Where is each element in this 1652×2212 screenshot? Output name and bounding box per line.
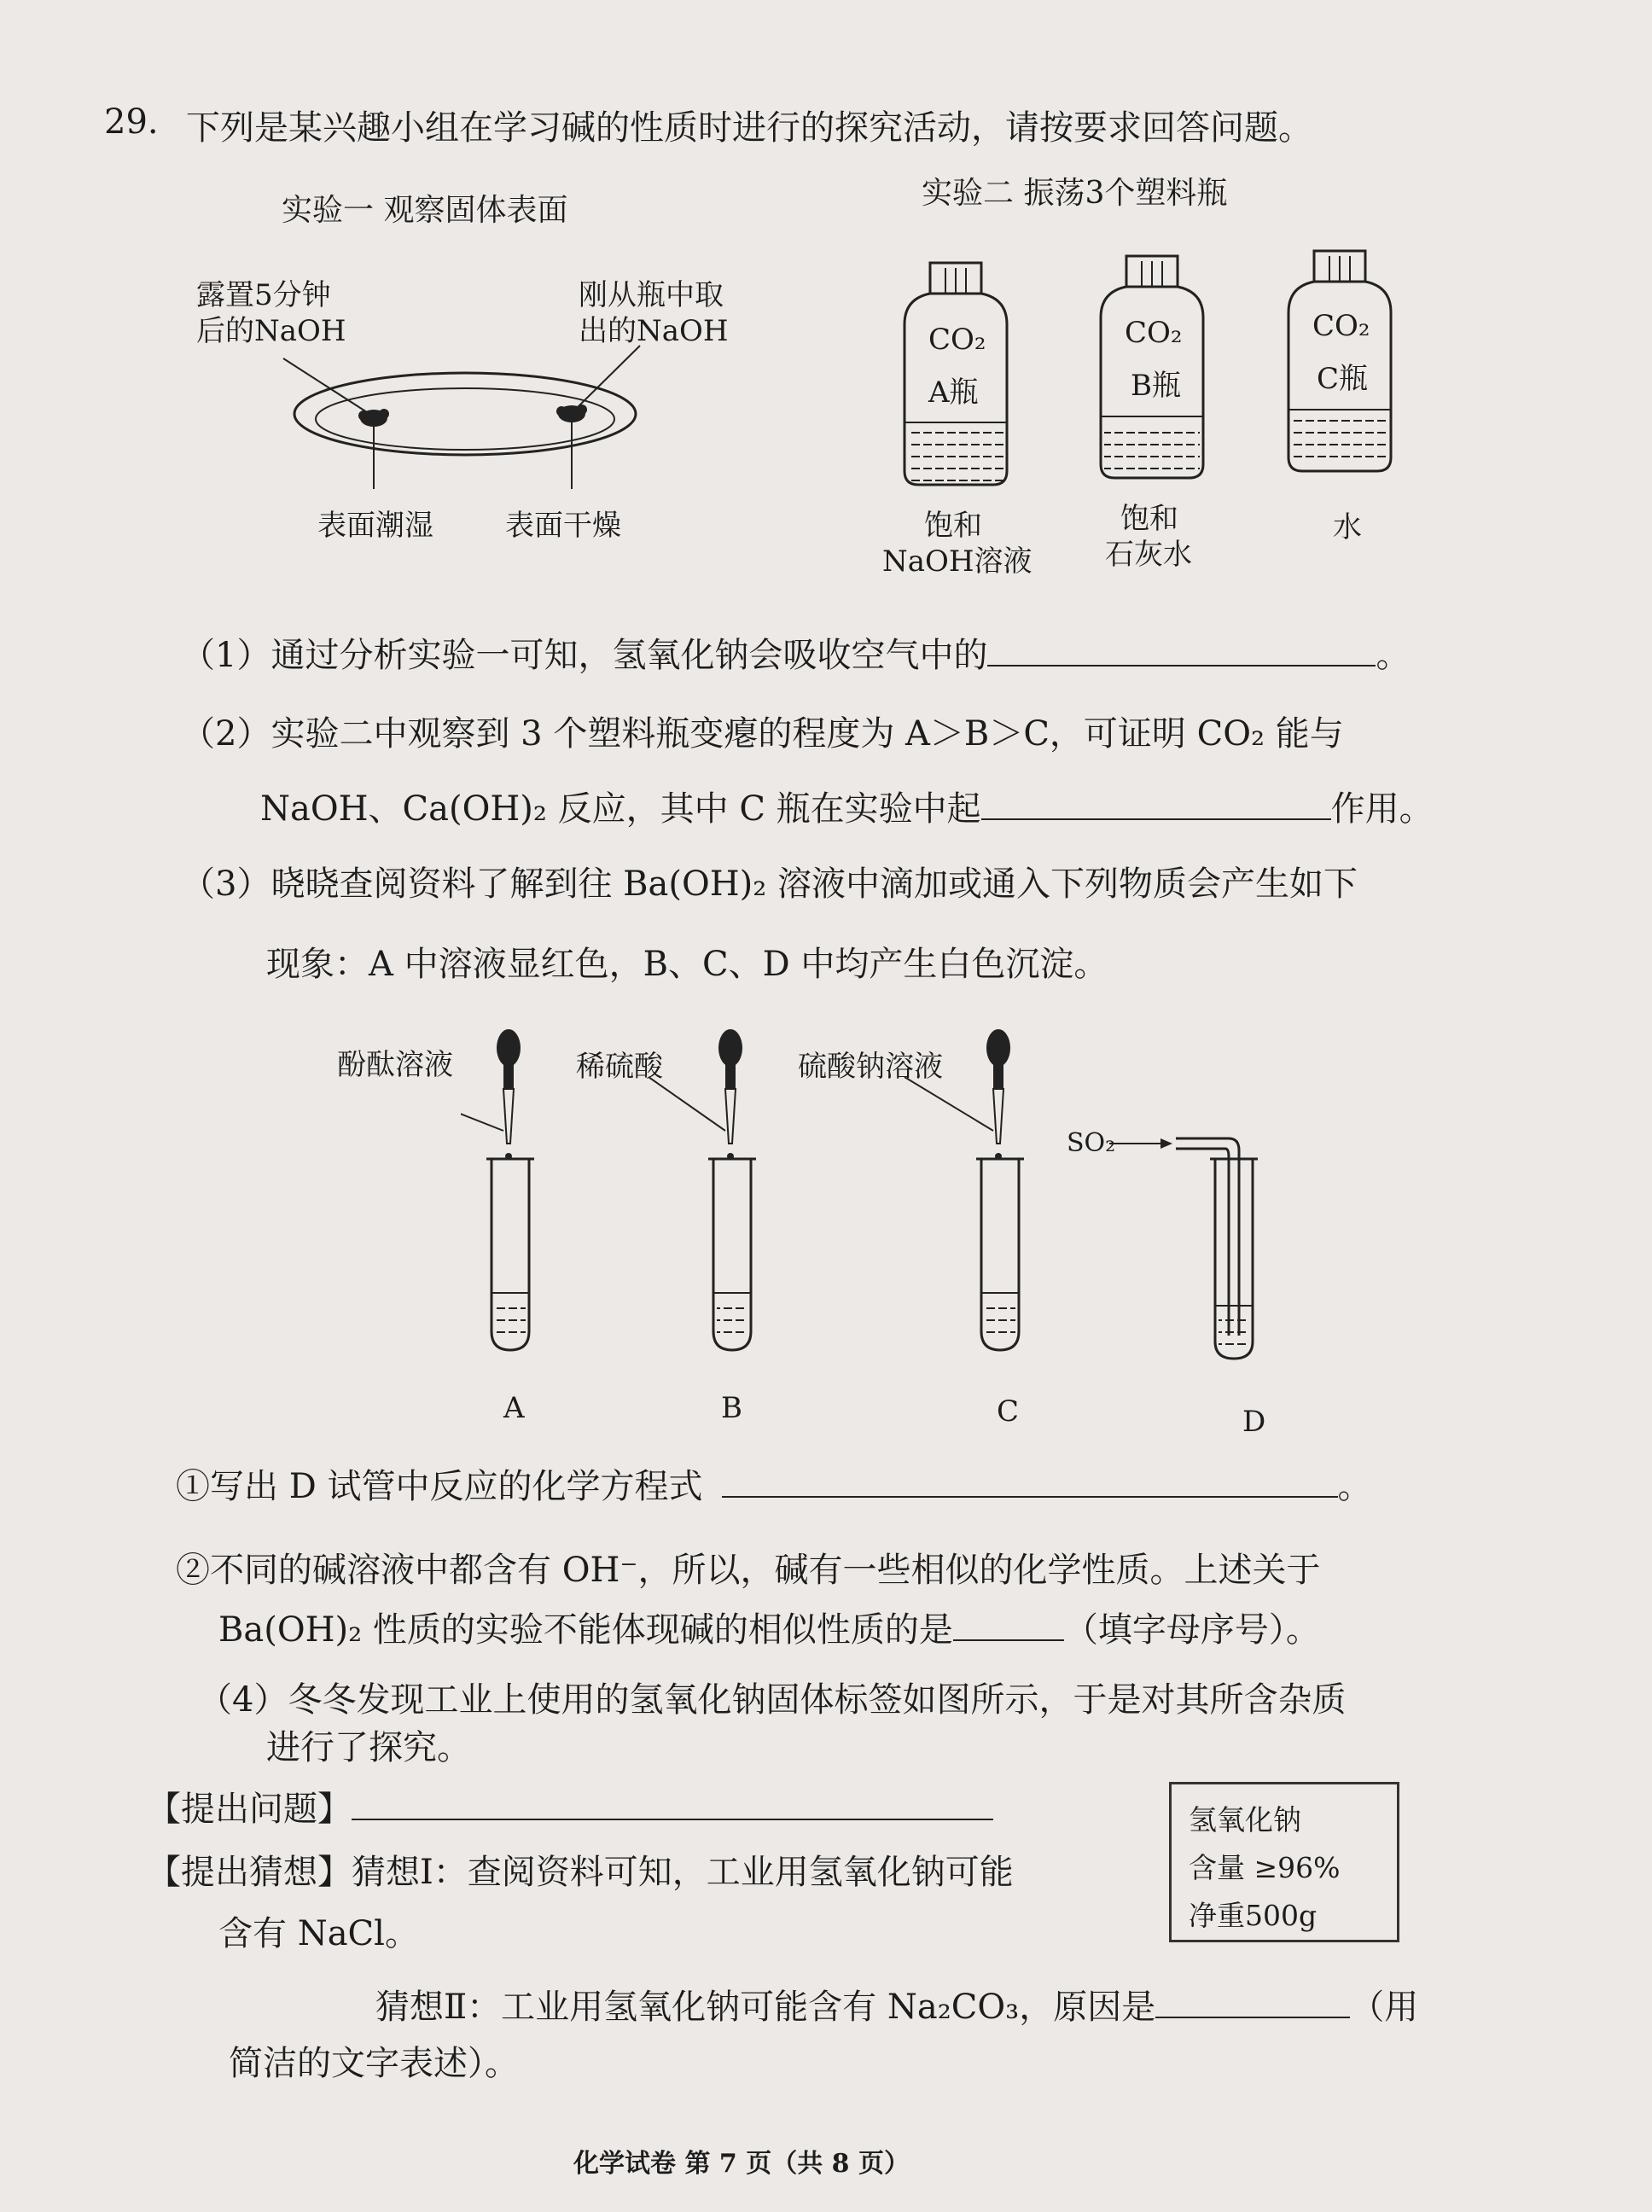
tube-b-letter: B (721, 1391, 742, 1425)
surface-wet-label: 表面潮湿 (317, 509, 433, 543)
label-line-content: 含量 ≥96% (1189, 1851, 1341, 1884)
tube-b-reagent: 稀硫酸 (576, 1050, 663, 1084)
watch-glass-diagram (282, 337, 657, 491)
exp1-right-label-2: 出的NaOH (579, 314, 729, 348)
dropper-c (905, 1029, 1010, 1160)
test-tube-a (486, 1159, 534, 1350)
part1-end: 。 (1376, 636, 1411, 675)
part2-text: NaOH、Ca(OH)₂ 反应，其中 C 瓶在实验中起 (260, 789, 981, 829)
part3-line2: 现象：A 中溶液显红色，B、C、D 中均产生白色沉淀。 (266, 945, 1108, 984)
part2-end: 作用。 (1330, 789, 1434, 829)
sub2-end: （填字母序号）。 (1063, 1610, 1320, 1650)
question-intro: 下列是某兴趣小组在学习碱的性质时进行的探究活动，请按要求回答问题。 (186, 108, 1312, 148)
part4-line1: （4）冬冬发现工业上使用的氢氧化钠固体标签如图所示，于是对其所含杂质 (198, 1680, 1347, 1720)
guess1-line1: 【提出猜想】猜想Ⅰ：查阅资料可知，工业用氢氧化钠可能 (147, 1853, 1014, 1892)
bottle-b-name: B瓶 (1131, 369, 1181, 403)
dropper-a (461, 1029, 521, 1160)
exp1-right-label-1: 刚从瓶中取 (579, 278, 724, 312)
ask-answer-blank[interactable] (352, 1783, 993, 1820)
part3-sub1 (176, 1459, 1372, 1508)
pointer-line (283, 358, 367, 412)
bottle-b-liquid-2: 石灰水 (1105, 538, 1192, 572)
experiment1-title: 实验一 观察固体表面 (282, 193, 568, 228)
part3-sub2-line2 (218, 1603, 1320, 1651)
exp1-left-label-2: 后的NaOH (196, 314, 346, 348)
part1-question (181, 628, 1410, 677)
guess2-text: 猜想Ⅱ：工业用氢氧化钠可能含有 Na₂CO₃，原因是 (375, 1988, 1156, 2027)
bottle-b-gas: CO₂ (1125, 316, 1183, 350)
part3-line1: （3）晓晓查阅资料了解到往 Ba(OH)₂ 溶液中滴加或通入下列物质会产生如下 (181, 864, 1358, 904)
tube-d-letter: D (1242, 1405, 1266, 1439)
guess2-line2: 简洁的文字表述）。 (229, 2044, 519, 2083)
part1-text: （1）通过分析实验一可知，氢氧化钠会吸收空气中的 (181, 636, 988, 675)
bottle-c-liquid: 水 (1333, 510, 1362, 544)
ask-question (147, 1782, 993, 1831)
bottle-c-gas: CO₂ (1312, 309, 1370, 343)
part4-line2: 进行了探究。 (266, 1728, 471, 1767)
test-tube-d (1210, 1159, 1258, 1359)
part2-line1: （2）实验二中观察到 3 个塑料瓶变瘪的程度为 A＞B＞C，可证明 CO₂ 能与 (181, 714, 1344, 754)
guess1-line2: 含有 NaCl。 (218, 1914, 419, 1953)
bottle-a-liquid-2: NaOH溶液 (882, 544, 1032, 579)
test-tube-b (708, 1159, 756, 1350)
sub1-answer-blank[interactable] (722, 1460, 1338, 1498)
sub1-text: ①写出 D 试管中反应的化学方程式 (176, 1467, 703, 1506)
ask-label: 【提出问题】 (147, 1790, 352, 1829)
label-line-weight: 净重500g (1189, 1899, 1318, 1932)
test-tubes-diagram (461, 1016, 1314, 1374)
tube-a-reagent: 酚酞溶液 (337, 1048, 453, 1082)
part2-line2 (260, 782, 1434, 830)
part2-answer-blank[interactable] (981, 783, 1331, 820)
tube-d-reagent: SO₂ (1067, 1128, 1116, 1158)
sub2-text: Ba(OH)₂ 性质的实验不能体现碱的相似性质的是 (218, 1610, 953, 1650)
dropper-b (649, 1029, 742, 1160)
bottle-c-name: C瓶 (1317, 362, 1369, 396)
tube-c-reagent: 硫酸钠溶液 (798, 1050, 943, 1084)
part3-sub2-line1: ②不同的碱溶液中都含有 OH⁻，所以，碱有一些相似的化学性质。上述关于 (176, 1551, 1321, 1590)
sub1-end: 。 (1337, 1467, 1372, 1506)
gas-inlet-arrow (1109, 1138, 1172, 1149)
bottle-a-name: A瓶 (928, 375, 979, 410)
naoh-product-label (1169, 1782, 1399, 1942)
tube-c-letter: C (997, 1394, 1020, 1429)
question-number: 29. (104, 102, 159, 142)
pointer-line (576, 346, 640, 409)
test-tube-c (976, 1159, 1024, 1350)
guess2-answer-blank[interactable] (1155, 1981, 1350, 2018)
tube-a-letter: A (503, 1391, 525, 1425)
bottle-a-gas: CO₂ (928, 323, 986, 357)
experiment2-title: 实验二 振荡3个塑料瓶 (922, 176, 1228, 211)
bottle-a-liquid-1: 饱和 (924, 509, 982, 543)
label-line-name: 氢氧化钠 (1189, 1803, 1301, 1837)
surface-dry-label: 表面干燥 (505, 509, 621, 543)
guess2-end: （用 (1350, 1988, 1419, 2027)
guess2-line1 (375, 1980, 1418, 2029)
part1-answer-blank[interactable] (987, 629, 1376, 667)
bottle-b-liquid-1: 饱和 (1120, 502, 1178, 536)
sub2-answer-blank[interactable] (953, 1604, 1064, 1641)
page-footer: 化学试卷 第 7 页（共 8 页） (573, 2149, 910, 2179)
exp1-left-label-1: 露置5分钟 (196, 278, 331, 312)
